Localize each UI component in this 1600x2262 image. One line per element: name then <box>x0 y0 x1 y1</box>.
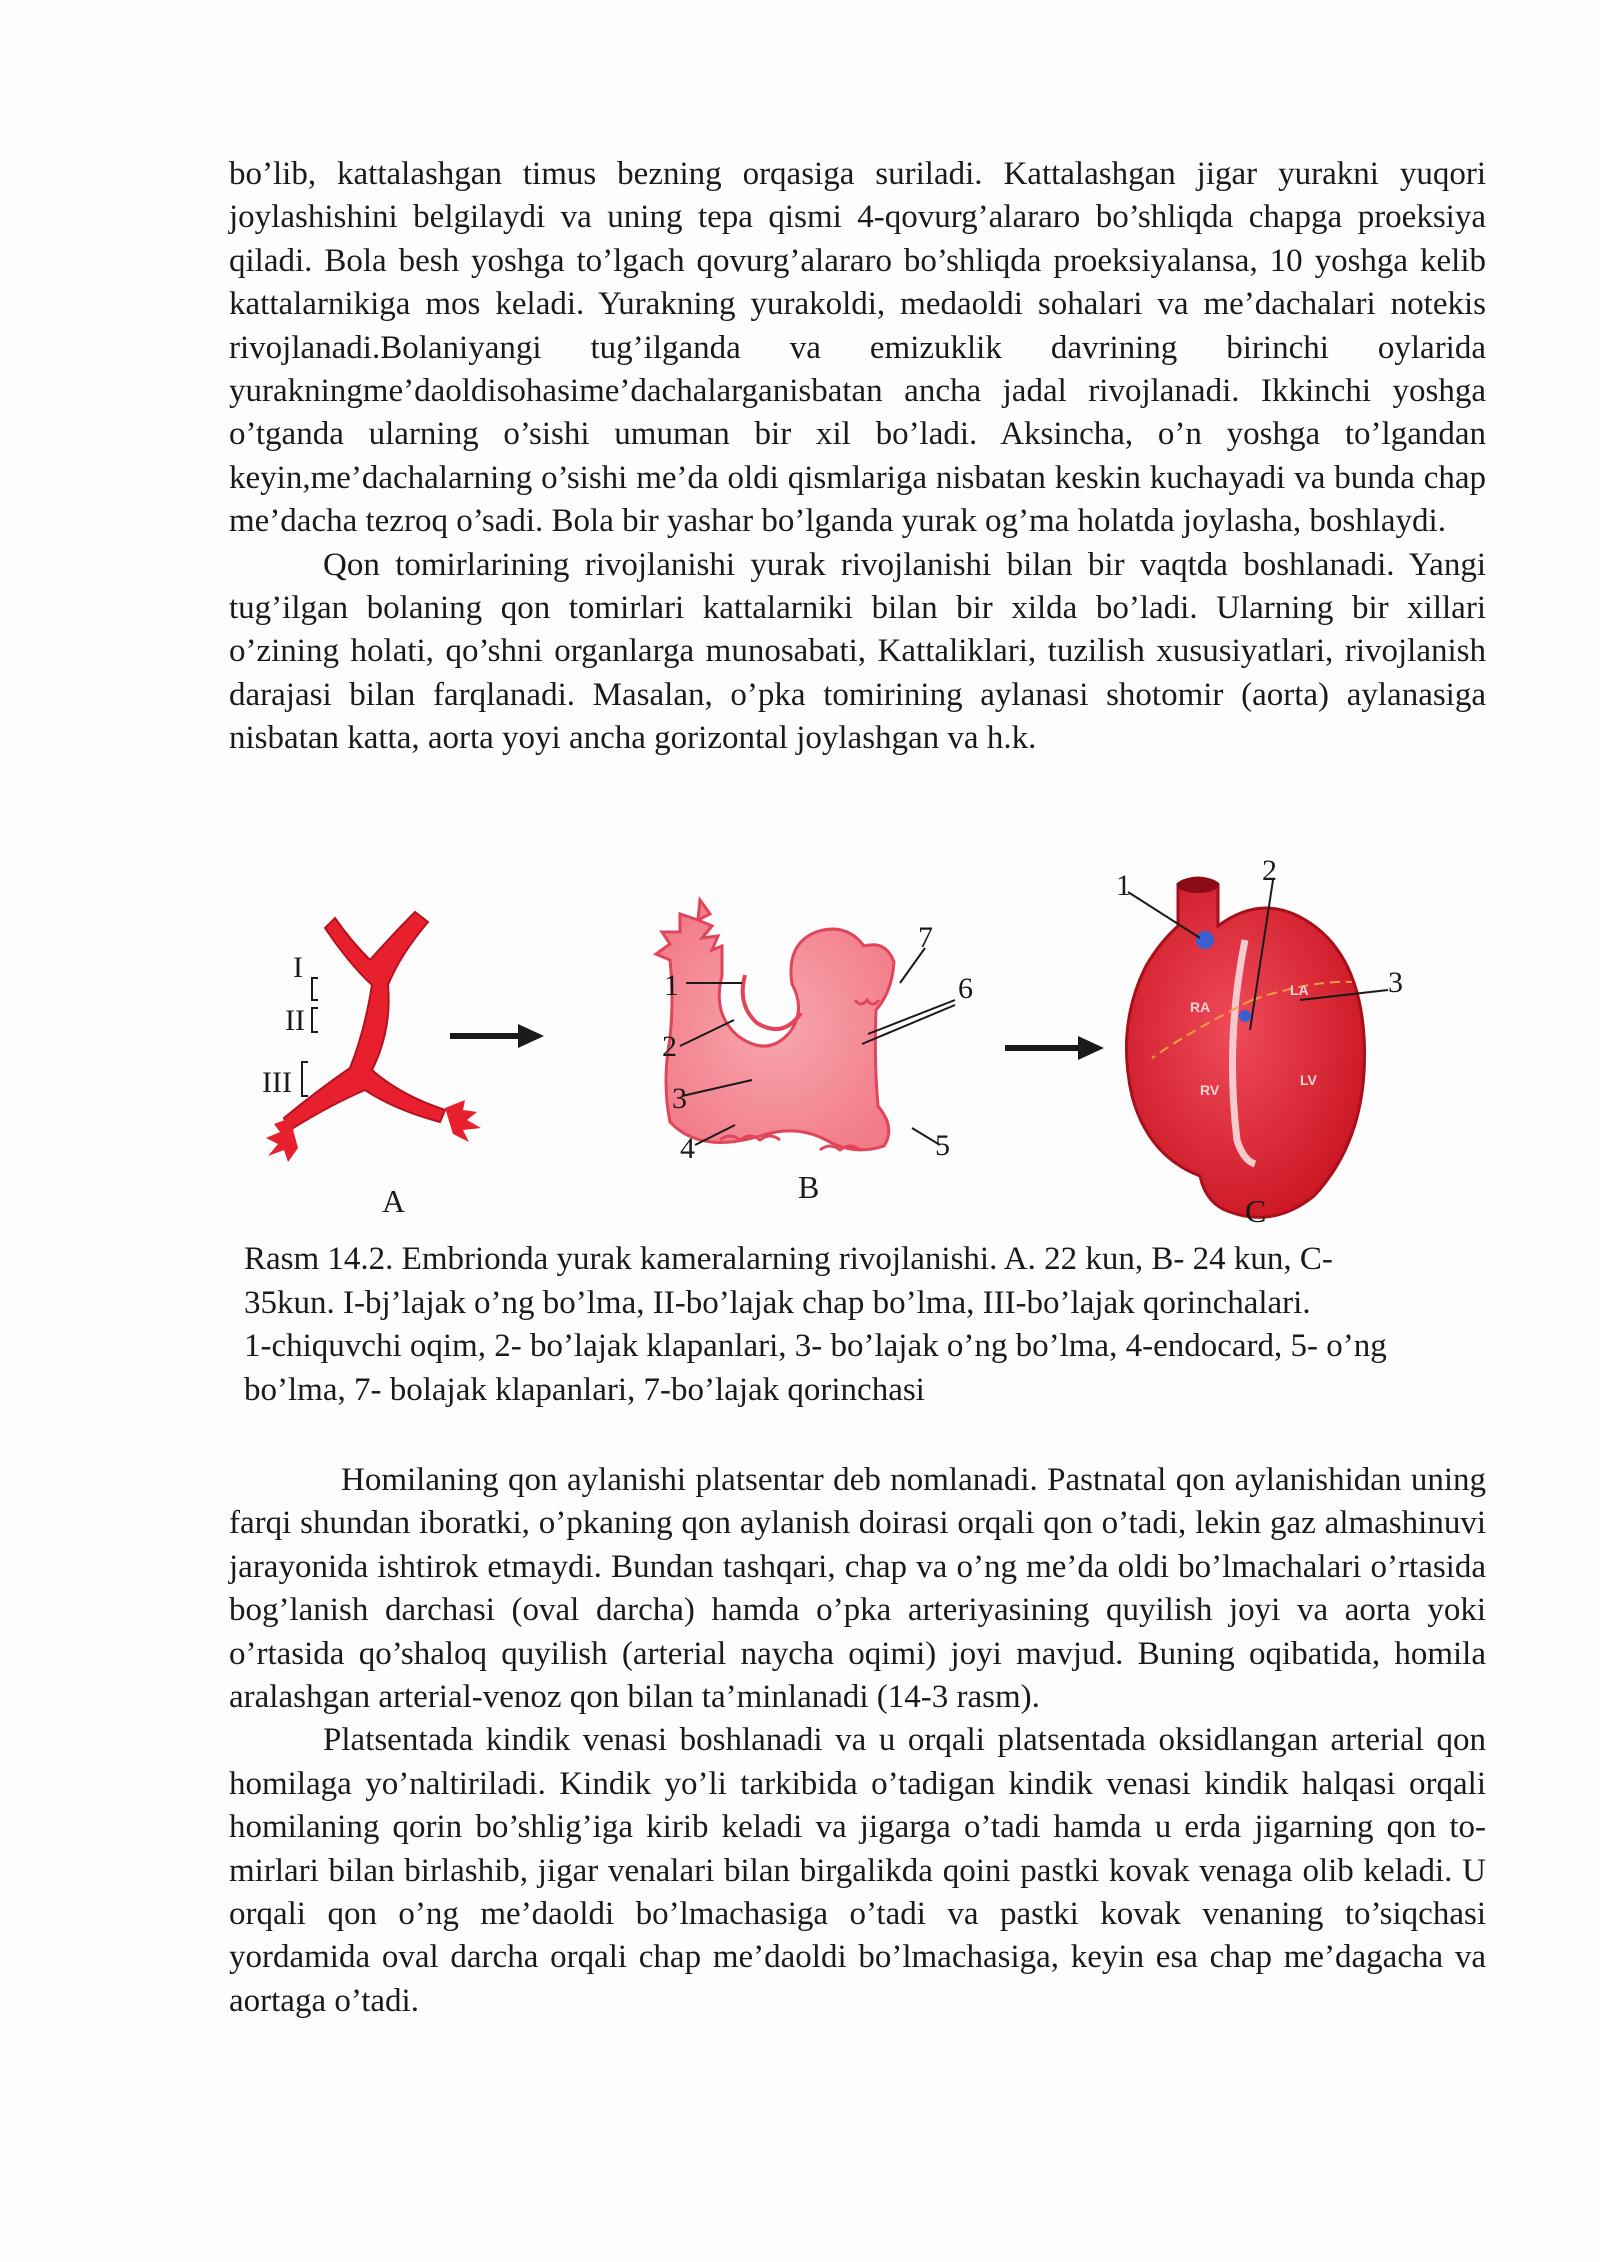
body-text-bottom <box>229 1459 1486 2023</box>
label-2: 2 <box>1262 854 1277 887</box>
label-1: 1 <box>1116 869 1131 902</box>
label-i: I <box>293 951 303 984</box>
label-iii: III <box>262 1066 292 1099</box>
panel-c-four-chamber-heart <box>1116 854 1403 1229</box>
figure-caption <box>244 1238 1479 1412</box>
caption-line: 1-chiquvchi oqim, 2- bo’lajak klapanlari, 3- bo’lajak o’ng bo’lma, 4-endocard, 5- o’ng <box>244 1328 1387 1364</box>
heart-development-figure <box>250 854 1403 1240</box>
paragraph: bo’lib, kattalashgan timus bezning orqasiga suriladi. Kattalashgan jigar yurakni yuqori joylashishini belgilaydi va uning tepa qismi 4-qovurg’alararo bo’shliqda chapga proeksiya qiladi. Bola besh yoshga to’lgach qovurg’alararo bo’shliqda proeksiyalansa, 10 yoshga kelib kattalarnikiga mos keladi. Yurakning yurakoldi, medaoldi sohalari va me’dachalari notekis rivojlanadi.Bolaniyangi tug’ilganda va emizuklik davrining birinchi oylarida yurakningme’daoldisohasime’dachalarganisbatan ancha jadal rivojlanadi. Ikkinchi yoshga o’tganda ularning o’sishi umuman bir xil bo’ladi. Aksincha, o’n yoshga to’lgandan keyin,me’dachalarning o’sishi me’da oldi qismlariga nisbatan keskin kuchayadi va bunda chap me’dacha tezroq o’sadi. Bola bir yashar bo’lganda yurak og’ma holatda joylasha, boshlaydi. <box>229 156 1486 540</box>
paragraph: Platsentada kindik venasi boshlanadi va u orqali platsentada oksidlangan arterial qon homilaga yo’naltiriladi. Kindik yo’li tarkibida o’tadigan kindik venasi kindik halqasi orqali homilaning qorin bo’shlig’iga kirib keladi va jigarga o’tadi hamda u erda jigarning qon to- mirlari bilan birlashib, jigar venalari bilan birgalikda qoini pastki kovak venaga olib keladi. U orqali qon o’ng me’daoldi bo’lmachasiga o’tadi va pastki kovak venaning to’siqchasi yordamida oval darcha orqali chap me’daoldi bo’lmachasiga, keyin esa chap me’dagacha va aortaga o’tadi. <box>229 1722 1486 2019</box>
label-ii: II <box>285 1004 305 1037</box>
label-4: 4 <box>680 1132 695 1165</box>
chamber-rv: RV <box>1200 1082 1220 1098</box>
arrow-right-icon <box>1005 1036 1104 1060</box>
label-7: 7 <box>918 921 933 954</box>
chamber-la: LA <box>1290 982 1309 998</box>
body-text-top <box>229 153 1486 761</box>
label-3: 3 <box>672 1082 687 1115</box>
arrow-right-icon <box>450 1024 544 1048</box>
label-1: 1 <box>664 969 679 1002</box>
caption-line: bo’lma, 7- bolajak klapanlari, 7-bo’lajak qorinchasi <box>244 1371 925 1408</box>
label-2: 2 <box>662 1030 677 1063</box>
panel-b-letter: B <box>798 1169 820 1205</box>
chamber-lv: LV <box>1300 1072 1317 1088</box>
chamber-ra: RA <box>1190 999 1211 1015</box>
label-6: 6 <box>958 972 973 1005</box>
paragraph: Qon tomirlarining rivojlanishi yurak rivojlanishi bilan bir vaqtda boshlanadi. Yangi tug’ilgan bolaning qon tomirlari kattalarniki bilan bir xilda bo’ladi. Ularning bir xillari o’zining holati, qo’shni organlarga munosabati, Kattaliklari, tuzilish xususiyatlari, rivojlanish darajasi bilan farqlanadi. Masalan, o’pka tomirining aylanasi shotomir (aorta) aylanasiga nisbatan katta, aorta yoyi ancha gorizontal joylashgan va h.k. <box>229 546 1486 757</box>
panel-a-tubular-heart <box>262 912 481 1219</box>
caption-line: Rasm 14.2. Embrionda yurak kameralarning rivojlanishi. A. 22 kun, B- 24 kun, C- <box>244 1241 1333 1277</box>
label-3: 3 <box>1388 966 1403 999</box>
panel-c-letter: C <box>1245 1193 1267 1229</box>
panel-a-letter: A <box>382 1183 406 1219</box>
caption-line: 35kun. I-bj’lajak o’ng bo’lma, II-bo’lajak chap bo’lma, III-bo’lajak qorinchalari. <box>244 1284 1311 1321</box>
panel-b-looping-heart <box>656 900 973 1205</box>
paragraph: Homilaning qon aylanishi platsentar deb nomlanadi. Pastnatal qon aylanishidan uning farqi shundan iboratki, o’pkaning qon aylanish doirasi orqali qon o’tadi, lekin gaz almashinuvi jarayonida ishtirok etmaydi. Bundan tashqari, chap va o’ng me’da oldi bo’lmachalari o’rtasida bog’lanish darchasi (oval darcha) hamda o’pka arteriyasining quyilish joyi va aorta yoki o’rtasida qo’shaloq quyilish (arterial naycha oqimi) joyi mavjud. Buning oqibatida, homila aralashgan arterial-venoz qon bilan ta’minlanadi (14-3 rasm). <box>229 1462 1486 1716</box>
label-5: 5 <box>935 1129 950 1162</box>
